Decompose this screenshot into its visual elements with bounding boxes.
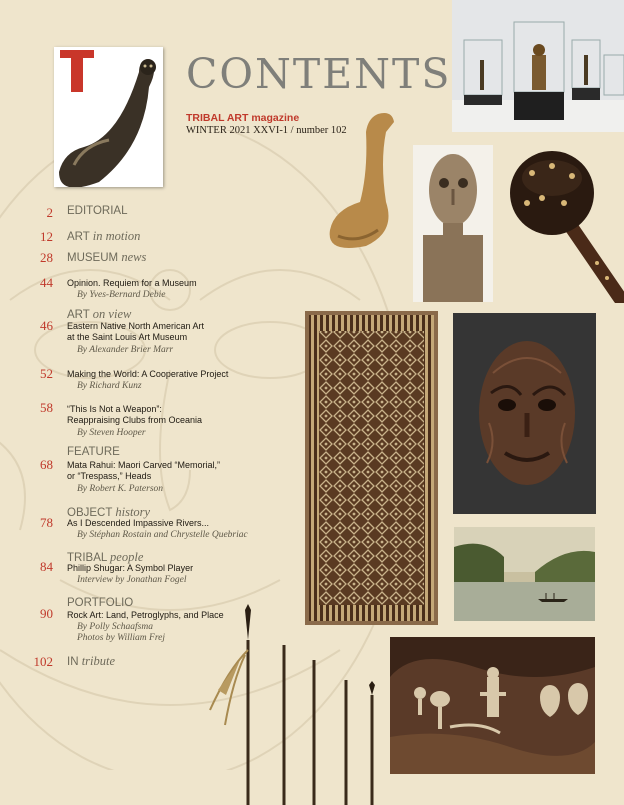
article-title-line1: Mata Rahui: Maori Carved “Memorial,” bbox=[67, 460, 221, 470]
page-number: 58 bbox=[40, 400, 53, 415]
article-title-line2: at the Saint Louis Art Museum bbox=[67, 332, 188, 342]
spoon-object-photo[interactable] bbox=[328, 106, 406, 252]
page-number: 12 bbox=[40, 229, 53, 244]
article-byline: By Stéphan Rostain and Chrystelle Quebriac bbox=[77, 530, 248, 540]
page-number: 44 bbox=[40, 275, 53, 290]
article-title: Opinion. Requiem for a Museum bbox=[67, 278, 197, 288]
page-number: 2 bbox=[46, 205, 53, 220]
rock-art-photo[interactable] bbox=[390, 637, 595, 774]
section-title: IN tribute bbox=[67, 654, 116, 668]
magazine-name: TRIBAL ART magazine bbox=[186, 112, 300, 124]
article-byline: By Robert K. Paterson bbox=[77, 484, 164, 494]
article-byline: By Yves-Bernard Debie bbox=[77, 290, 166, 300]
maori-head-photo[interactable] bbox=[453, 313, 596, 514]
museum-gallery-photo[interactable] bbox=[452, 0, 624, 132]
cover-image bbox=[54, 47, 163, 187]
section-title: EDITORIAL bbox=[67, 205, 128, 217]
page-number: 46 bbox=[40, 318, 53, 333]
section-title: OBJECT history bbox=[67, 505, 151, 519]
page-number: 52 bbox=[40, 366, 53, 381]
wooden-figure-photo[interactable] bbox=[413, 145, 493, 302]
article-title: Phillip Shugar: A Symbol Player bbox=[67, 563, 194, 573]
textile-photo[interactable] bbox=[305, 311, 438, 625]
article-title-line2: Reappraising Clubs from Oceania bbox=[67, 415, 203, 425]
article-photo-credit: Photos by William Frej bbox=[77, 633, 166, 643]
section-title: ART on view bbox=[67, 307, 132, 321]
article-title-line2: or “Trespass,” Heads bbox=[67, 471, 152, 481]
page-number: 90 bbox=[40, 606, 53, 621]
section-title: PORTFOLIO bbox=[67, 597, 134, 609]
section-title: TRIBAL people bbox=[67, 550, 144, 564]
page-number: 102 bbox=[33, 654, 53, 669]
section-title: FEATURE bbox=[67, 446, 120, 458]
article-title: Rock Art: Land, Petroglyphs, and Place bbox=[67, 610, 224, 620]
issue-info: WINTER 2021 XXVI-1 / number 102 bbox=[186, 125, 347, 136]
spears-photo bbox=[200, 600, 390, 805]
river-painting-photo[interactable] bbox=[454, 527, 595, 621]
article-byline: By Polly Schaafsma bbox=[77, 622, 153, 632]
page-title: CONTENTS bbox=[186, 50, 452, 98]
cover-thumbnail[interactable] bbox=[54, 47, 163, 187]
section-title: ART in motion bbox=[67, 229, 141, 243]
article-title: As I Descended Impassive Rivers... bbox=[67, 518, 210, 528]
page-number: 84 bbox=[40, 559, 53, 574]
article-title-line1: Eastern Native North American Art bbox=[67, 321, 205, 331]
article-byline: By Steven Hooper bbox=[77, 428, 146, 438]
page-number: 78 bbox=[40, 515, 53, 530]
page-number: 28 bbox=[40, 250, 53, 265]
article-byline: By Alexander Brier Marr bbox=[77, 345, 174, 355]
article-title: Making the World: A Cooperative Project bbox=[67, 369, 229, 379]
section-title: MUSEUM news bbox=[67, 250, 147, 264]
article-byline: By Richard Kunz bbox=[77, 381, 142, 391]
article-title-line1: “This Is Not a Weapon”: bbox=[67, 404, 162, 414]
page-number: 68 bbox=[40, 457, 53, 472]
club-object-photo[interactable] bbox=[502, 148, 624, 303]
article-byline: Interview by Jonathan Fogel bbox=[77, 575, 187, 585]
